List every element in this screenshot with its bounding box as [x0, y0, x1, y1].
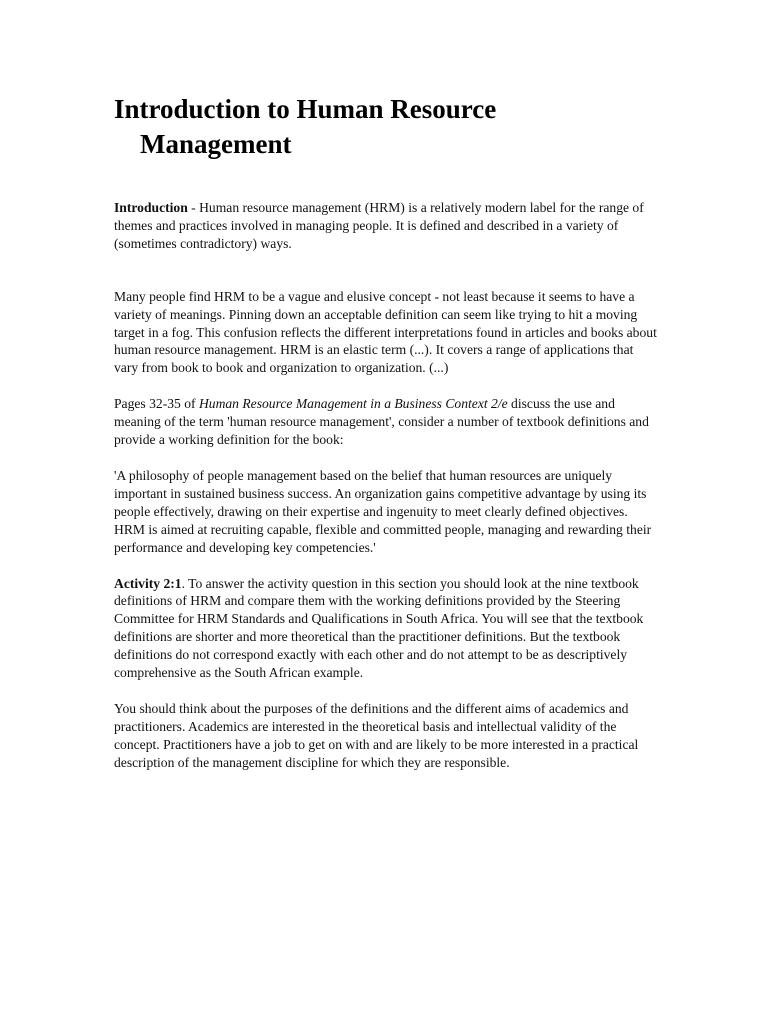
pages-ref-after: discuss the use and meaning of the term 'human resource management', consider a number of textbook definitions and provide a working definition for the book: [114, 396, 649, 448]
intro-paragraph [114, 199, 658, 253]
activity-paragraph [114, 575, 658, 682]
intro-label: Introduction [114, 200, 188, 215]
vague-concept-paragraph: Many people find HRM to be a vague and elusive concept - not least because it seems to have a variety of meanings. Pinning down an acceptable definition can seem like trying to hit a moving target in a fog. This confusion reflects the different interpretations found in articles and books about human resource management. HRM is an elastic term (...). It covers a range of applications that vary from book to book and organization to organization. (...) [114, 288, 657, 376]
activity-label: Activity 2:1 [114, 575, 182, 591]
title-line-1: Introduction to Human Resource [114, 94, 497, 124]
pages-ref-before: Pages 32-35 of [114, 396, 199, 412]
purposes-paragraph: You should think about the purposes of the definitions and the different aims of academics and practitioners. Academics are interested in the theoretical basis and intellectual validity of the concept. Practitioners have a job to get on with and are likely to be more interested in a practical description of the management discipline for which they are responsible. [114, 700, 639, 770]
intro-text: - Human resource management (HRM) is a relatively modern label for the range of themes and practices involved in managing people. It is defined and described in a variety of (sometimes contradictory) ways. [114, 200, 644, 251]
book-title: Human Resource Management in a Business Context 2/e [198, 396, 508, 412]
title-line-2: Management [140, 129, 292, 159]
definition-quote: 'A philosophy of people management based on the belief that human resources are uniquely important in sustained business success. An organization gains competitive advantage by using its people effectively, drawing on their expertise and ingenuity to meet clearly defined objectives. HRM is aimed at recruiting capable, flexible and committed people, managing and rewarding their performance and developing key competencies.' [114, 467, 652, 555]
pages-reference-paragraph [114, 395, 658, 449]
activity-text: . To answer the activity question in this section you should look at the nine textbook definitions of HRM and compare them with the working definitions provided by the Steering Committee for HRM Standards and Qualifications in South Africa. You will see that the textbook definitions are shorter and more theoretical than the practitioner definitions. But the textbook definitions do not correspond exactly with each other and do not attempt to be as descriptively comprehensive as the South African example. [114, 575, 644, 681]
document-page [114, 92, 658, 772]
document-title [114, 92, 658, 162]
